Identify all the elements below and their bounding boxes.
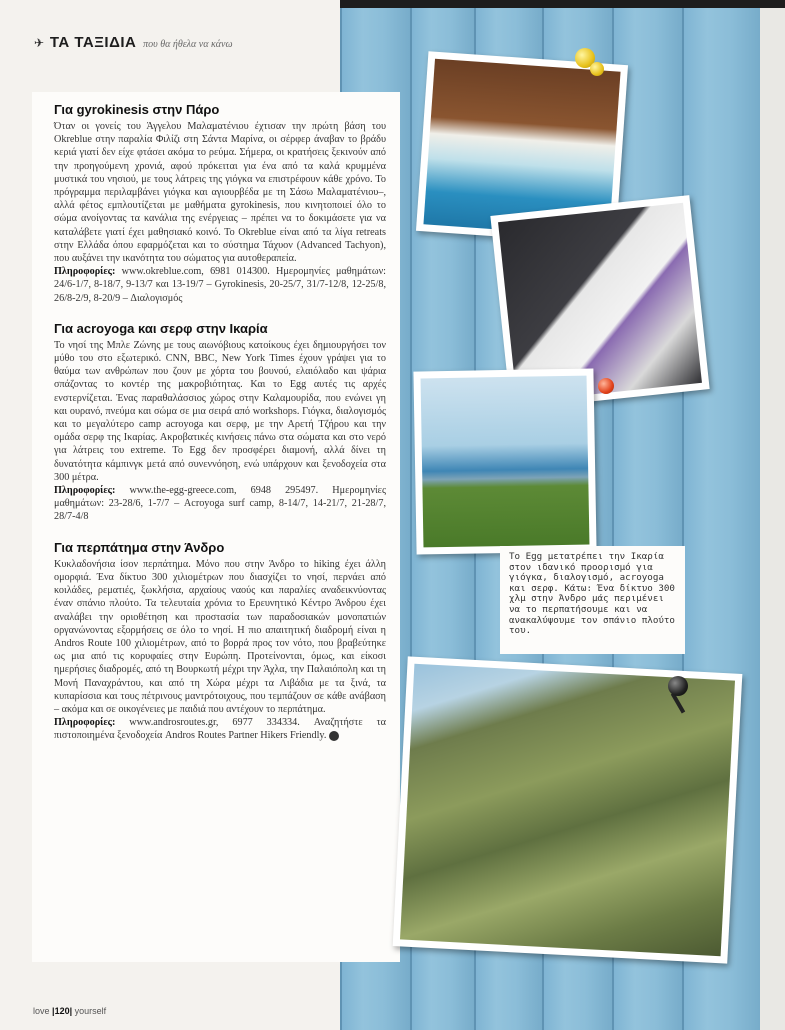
- article-info: [54, 716, 386, 742]
- footer-right: yourself: [74, 1006, 107, 1016]
- info-text: www.the-egg-greece.com, 6948 295497. Ημερομηνίες μαθημάτων: 23-28/6, 1-7/7 – Acroyoga surf camp, 8-14/7, 14-21/7, 21-28/7, 28/7-4/8: [54, 485, 386, 523]
- article-title: Για περπάτημα στην Άνδρο: [54, 539, 225, 555]
- section-tagline: που θα ήθελα να κάνω: [143, 39, 233, 50]
- pushpin-icon: [598, 378, 614, 394]
- photo-andros-terraces: [393, 656, 743, 963]
- page-edge: [760, 0, 785, 1030]
- article-title: Για gyrokinesis στην Πάρο: [54, 102, 220, 117]
- info-label: Πληροφορίες:: [54, 266, 116, 278]
- info-text: www.androsroutes.gr, 6977 334334. Αναζητήστε τα πιστοποιημένα ξενοδοχεία Andros Routes Partner Hikers Friendly.: [54, 717, 387, 742]
- article-andros: [54, 540, 386, 743]
- section-header: [34, 34, 233, 51]
- info-label: Πληροφορίες:: [54, 485, 116, 497]
- text-column: [32, 92, 400, 962]
- article-title: Για acroyoga και σερφ στην Ικαρία: [54, 320, 268, 336]
- info-label: Πληροφορίες:: [54, 717, 116, 729]
- scan-edge: [340, 0, 785, 8]
- pushpin-icon: [590, 62, 604, 76]
- article-body: Όταν οι γονείς του Άγγελου Μαλαματένιου έχτισαν την πρώτη βάση του Okreblue στην παραλία Φιλίζι στη Σάντα Μαρίνα, οι σέρφερ άναβαν το βράδυ κεριά γιατί δεν είχε φτάσει ακόμα το ρεύμα. Σήμερα, οι κρατήσεις ξεκινούν από την προηγούμενη χρονιά, αφού πρόκειται για ένα από τα καλά κρυμμένα μυστικά του νησιού, με τους λάτρεις της γιόγκα να επιστρέφουν κάθε χρόνο. Το πρόγραμμα περιλαμβάνει γιόγκα και αγιουρβέδα με τη Σάσω Μαλαματένιου–, αλλά φέτος εμπλουτίζεται με μαθήματα gyrokinesis, που κινητοποιεί όλο το σώμα ανοίγοντας τα κανάλια της ενέργειας – πρέπει να το δοκιμάσετε για να καταλάβετε γιατί έχει μαθησιακό κοινό. Το Okreblue είναι από τα λίγα retreats στην Ελλάδα όπου εφαρμόζεται και το σύστημα Τάχυον (Advanced Tachyon), που αυξάνει την ικανότητα του σώματος για αυτοθεραπεία.: [54, 121, 386, 265]
- ornament-icon: ✈: [34, 36, 45, 50]
- article-ikaria: [54, 321, 386, 524]
- photo-acroyoga: [413, 368, 596, 554]
- footer-left: love: [33, 1006, 50, 1016]
- section-logo: ΤΑ ΤΑΞΙΔΙΑ: [49, 34, 137, 51]
- info-text: www.okreblue.com, 6981 014300. Ημερομηνίες μαθημάτων: 24/6-1/7, 8-18/7, 9-13/7 και 13-19/7 – Gyrokinesis, 20-25/7, 31/7-12/8, 12-25/8, 26/8-2/9, 8-20/9 – Διαλογισμός: [54, 266, 387, 304]
- pushpin-icon: [668, 676, 688, 696]
- article-paros: [54, 102, 386, 305]
- page-number: 120: [54, 1006, 70, 1016]
- page-footer: love |120| yourself: [33, 1006, 107, 1016]
- article-body: Το νησί της Μπλε Ζώνης με τους αιωνόβιους κατοίκους έχει δημιουργήσει τον μύθο του στο εξωτερικό. CNN, BBC, New York Times έχουν γράψει για το θαύμα των ανθρώπων που ζουν με χόρτα του βουνού, ελαιόλαδο και ψάρια σπάζοντας το κοντέρ της μακροβιότητας. Και το Egg αυτές τις αρχές ενστερνίζεται. Ένας παραθαλάσσιος χώρος στην Καλαμουρίδα, που ενώνει γη και ουρανό, πνεύμα και σώμα σε μια σειρά από workshops. Γιόγκα, διαλογισμός και το μεγαλύτερο camp acroyoga και σερφ, με την Αρετή Τζήρου και την ομάδα σερφ της Ικαρίας. Ακροβατικές κινήσεις πάνω στα σώματα και στο νερό για λάτρεις του extreme. Το Egg δεν προσφέρει διαμονή, αλλά δίνει τη δυνατότητα κάμπινγκ μετά από συνεννόηση, ενώ υπάρχουν και ξενοδοχεία στα 300 μέτρα.: [54, 339, 386, 483]
- end-mark-icon: [329, 731, 339, 741]
- article-body: Κυκλαδονήσια ίσον περπάτημα. Μόνο που στην Άνδρο το hiking έχει άλλη ομορφιά. Ένα δίκτυο 300 χιλιομέτρων που διασχίζει το νησί, περνάει από κοιλάδες, ρεματιές, ξωκλήσια, αρχαίους ναούς και παραλίες αναδεικνύοντας έναν σπάνιο πλούτο. Τα τελευταία χρόνια το Ερευνητικό Κέντρο Άνδρου έχει αναλάβει την οριοθέτηση και προστασία των παραδοσιακών μονοπατιών οργανώνοντας εξορμήσεις σε όλο το νησί. Η πιο απαιτητική διαδρομή είναι η Andros Route 100 χιλιομέτρων, από το βορρά προς τον νότο, που βραβεύτηκε ως μια από τις κορυφαίες στην Ευρώπη. Προτείνονται, όμως, και είκοσι ημερήσιες διαδρομές, από τη Βουρκωτή μέχρι την Άχλα, την Παλαιόπολη και τη Μονή Παναχράντου, και από τη Χώρα μέχρι τα Λιβάδια με τα ξινά, τα κυπαρίσσια και τους πέτρινους μαντρότοιχους, που τεμπάζουν σε κάθε ανάβαση – ακόμα και σε οικογένειες με παιδιά που αντέχουν το περπάτημα.: [54, 558, 386, 715]
- article-info: [54, 265, 386, 305]
- photo-caption: Το Egg μετατρέπει την Ικαρία στον ιδανικό προορισμό για γιόγκα, διαλογισμό, acroyoga και σερφ. Κάτω: Ένα δίκτυο 300 χλμ στην Άνδρο μάς περιμένει να το περπατήσουμε και να ανακαλύψουμε τον σπάνιο πλούτο του.: [500, 546, 685, 654]
- article-info: [54, 484, 386, 524]
